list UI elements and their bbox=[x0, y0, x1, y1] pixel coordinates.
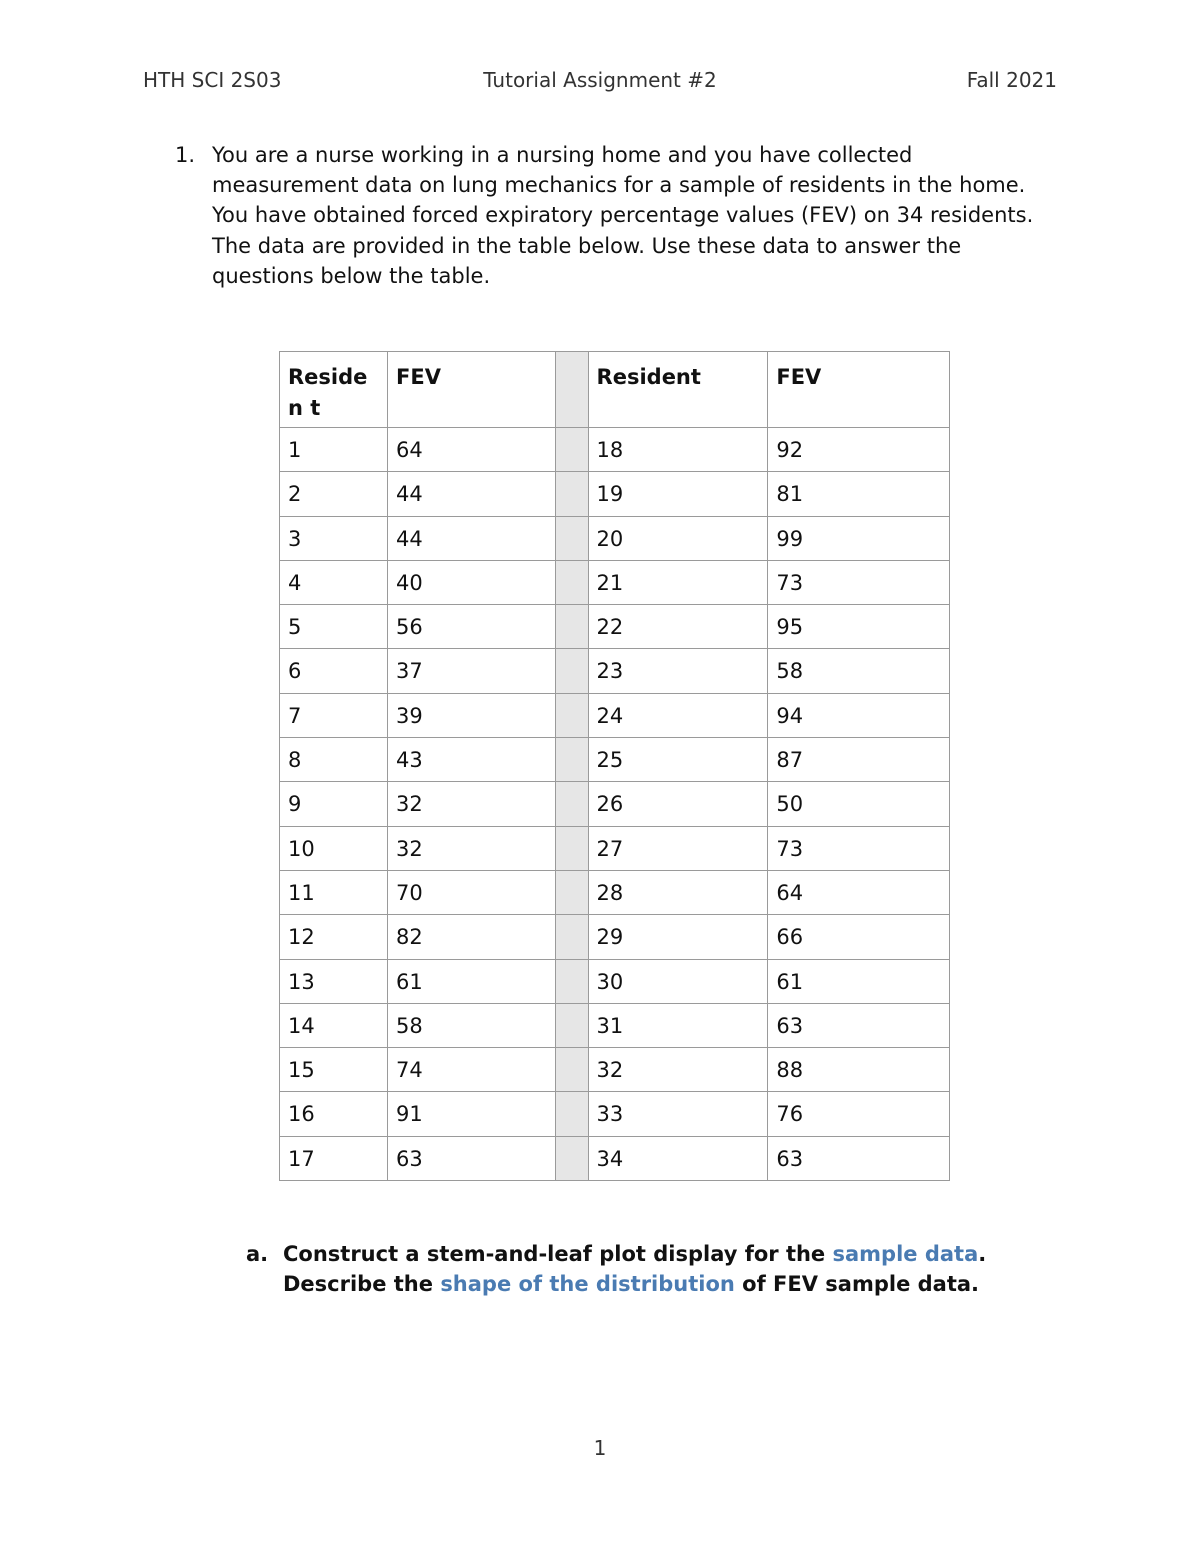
table-row bbox=[280, 472, 950, 516]
fev-cell: 63 bbox=[388, 1136, 556, 1180]
document-title: Tutorial Assignment #2 bbox=[483, 68, 717, 92]
table-gap-cell bbox=[555, 959, 588, 1003]
table-row bbox=[280, 649, 950, 693]
table-gap-cell bbox=[555, 1136, 588, 1180]
resident-cell: 27 bbox=[588, 826, 768, 870]
resident-cell: 26 bbox=[588, 782, 768, 826]
resident-cell: 31 bbox=[588, 1003, 768, 1047]
table-row bbox=[280, 782, 950, 826]
table-gap-cell bbox=[555, 738, 588, 782]
resident-cell: 18 bbox=[588, 428, 768, 472]
fev-cell: 88 bbox=[768, 1048, 950, 1092]
table-row bbox=[280, 1003, 950, 1047]
shape-of-distribution-link[interactable]: shape of the distribution bbox=[440, 1272, 735, 1297]
table-gap-cell bbox=[555, 428, 588, 472]
fev-cell: 39 bbox=[388, 693, 556, 737]
fev-cell: 92 bbox=[768, 428, 950, 472]
fev-cell: 95 bbox=[768, 605, 950, 649]
resident-cell: 13 bbox=[280, 959, 388, 1003]
resident-cell: 8 bbox=[280, 738, 388, 782]
fev-cell: 61 bbox=[388, 959, 556, 1003]
table-row bbox=[280, 605, 950, 649]
table-row bbox=[280, 1048, 950, 1092]
fev-cell: 61 bbox=[768, 959, 950, 1003]
fev-cell: 63 bbox=[768, 1136, 950, 1180]
resident-cell: 29 bbox=[588, 915, 768, 959]
table-gap-cell bbox=[555, 649, 588, 693]
fev-cell: 40 bbox=[388, 560, 556, 604]
course-code: HTH SCI 2S03 bbox=[143, 68, 282, 92]
fev-cell: 50 bbox=[768, 782, 950, 826]
resident-cell: 32 bbox=[588, 1048, 768, 1092]
subquestion-label: a. bbox=[246, 1242, 269, 1266]
fev-cell: 82 bbox=[388, 915, 556, 959]
term-label: Fall 2021 bbox=[966, 68, 1057, 92]
table-gap-cell bbox=[555, 472, 588, 516]
table-row bbox=[280, 826, 950, 870]
table-row bbox=[280, 915, 950, 959]
header-fev-2: FEV bbox=[768, 352, 950, 428]
fev-cell: 58 bbox=[388, 1003, 556, 1047]
fev-data-table bbox=[279, 351, 950, 1181]
table-gap-cell bbox=[555, 826, 588, 870]
table-row bbox=[280, 693, 950, 737]
fev-cell: 74 bbox=[388, 1048, 556, 1092]
table-gap-cell bbox=[555, 915, 588, 959]
fev-cell: 58 bbox=[768, 649, 950, 693]
table-body bbox=[280, 428, 950, 1181]
fev-cell: 87 bbox=[768, 738, 950, 782]
resident-cell: 28 bbox=[588, 870, 768, 914]
subquestion-a bbox=[246, 1239, 1066, 1299]
table-gap-cell bbox=[555, 1092, 588, 1136]
table-row bbox=[280, 1136, 950, 1180]
fev-cell: 43 bbox=[388, 738, 556, 782]
table-gap-cell bbox=[555, 516, 588, 560]
resident-cell: 33 bbox=[588, 1092, 768, 1136]
fev-cell: 76 bbox=[768, 1092, 950, 1136]
table-row bbox=[280, 738, 950, 782]
resident-cell: 22 bbox=[588, 605, 768, 649]
header-resident-1: Residen t bbox=[280, 352, 388, 428]
resident-cell: 25 bbox=[588, 738, 768, 782]
resident-cell: 12 bbox=[280, 915, 388, 959]
subquestion-text bbox=[283, 1239, 1066, 1299]
table-gap-column bbox=[555, 352, 588, 428]
resident-cell: 14 bbox=[280, 1003, 388, 1047]
resident-cell: 11 bbox=[280, 870, 388, 914]
resident-cell: 9 bbox=[280, 782, 388, 826]
subquestion-text-part: of FEV sample data. bbox=[734, 1272, 980, 1297]
table-row bbox=[280, 428, 950, 472]
table-row bbox=[280, 1092, 950, 1136]
question-number: 1. bbox=[175, 143, 196, 167]
header-resident-2: Resident bbox=[588, 352, 768, 428]
table-row bbox=[280, 959, 950, 1003]
resident-cell: 5 bbox=[280, 605, 388, 649]
fev-cell: 64 bbox=[388, 428, 556, 472]
resident-cell: 19 bbox=[588, 472, 768, 516]
resident-cell: 34 bbox=[588, 1136, 768, 1180]
header-fev-1: FEV bbox=[388, 352, 556, 428]
fev-cell: 32 bbox=[388, 826, 556, 870]
sample-data-link[interactable]: sample data bbox=[832, 1242, 979, 1266]
fev-cell: 73 bbox=[768, 560, 950, 604]
fev-cell: 99 bbox=[768, 516, 950, 560]
table-header-row bbox=[280, 352, 950, 428]
fev-cell: 66 bbox=[768, 915, 950, 959]
resident-cell: 30 bbox=[588, 959, 768, 1003]
fev-cell: 44 bbox=[388, 472, 556, 516]
table-gap-cell bbox=[555, 1048, 588, 1092]
table-gap-cell bbox=[555, 870, 588, 914]
page-number: 1 bbox=[593, 1436, 607, 1460]
resident-cell: 24 bbox=[588, 693, 768, 737]
table-gap-cell bbox=[555, 1003, 588, 1047]
fev-cell: 56 bbox=[388, 605, 556, 649]
page-header bbox=[143, 68, 1057, 98]
table-row bbox=[280, 870, 950, 914]
resident-cell: 23 bbox=[588, 649, 768, 693]
resident-cell: 10 bbox=[280, 826, 388, 870]
question-1 bbox=[175, 140, 1065, 291]
fev-cell: 94 bbox=[768, 693, 950, 737]
resident-cell: 21 bbox=[588, 560, 768, 604]
table-gap-cell bbox=[555, 605, 588, 649]
fev-cell: 73 bbox=[768, 826, 950, 870]
resident-cell: 20 bbox=[588, 516, 768, 560]
table-row bbox=[280, 516, 950, 560]
table-gap-cell bbox=[555, 560, 588, 604]
resident-cell: 15 bbox=[280, 1048, 388, 1092]
resident-cell: 17 bbox=[280, 1136, 388, 1180]
resident-cell: 2 bbox=[280, 472, 388, 516]
resident-cell: 3 bbox=[280, 516, 388, 560]
fev-cell: 81 bbox=[768, 472, 950, 516]
fev-cell: 44 bbox=[388, 516, 556, 560]
fev-cell: 32 bbox=[388, 782, 556, 826]
resident-cell: 7 bbox=[280, 693, 388, 737]
fev-cell: 91 bbox=[388, 1092, 556, 1136]
fev-cell: 64 bbox=[768, 870, 950, 914]
fev-cell: 70 bbox=[388, 870, 556, 914]
resident-cell: 4 bbox=[280, 560, 388, 604]
resident-cell: 16 bbox=[280, 1092, 388, 1136]
table-gap-cell bbox=[555, 782, 588, 826]
resident-cell: 1 bbox=[280, 428, 388, 472]
subquestion-text-part: Construct a stem-and-leaf plot display for the bbox=[283, 1242, 833, 1266]
subquestion-text-part: . Describe the bbox=[283, 1242, 987, 1297]
fev-cell: 37 bbox=[388, 649, 556, 693]
fev-cell: 63 bbox=[768, 1003, 950, 1047]
resident-cell: 6 bbox=[280, 649, 388, 693]
question-text: You are a nurse working in a nursing home and you have collected measurement data on lung mechanics for a sample of residents in the home. You have obtained forced expiratory percentage values (FEV) on 34 residents. The data are provided in the table below. Use these data to answer the questions below the table. bbox=[212, 143, 1034, 288]
table-gap-cell bbox=[555, 693, 588, 737]
table-row bbox=[280, 560, 950, 604]
